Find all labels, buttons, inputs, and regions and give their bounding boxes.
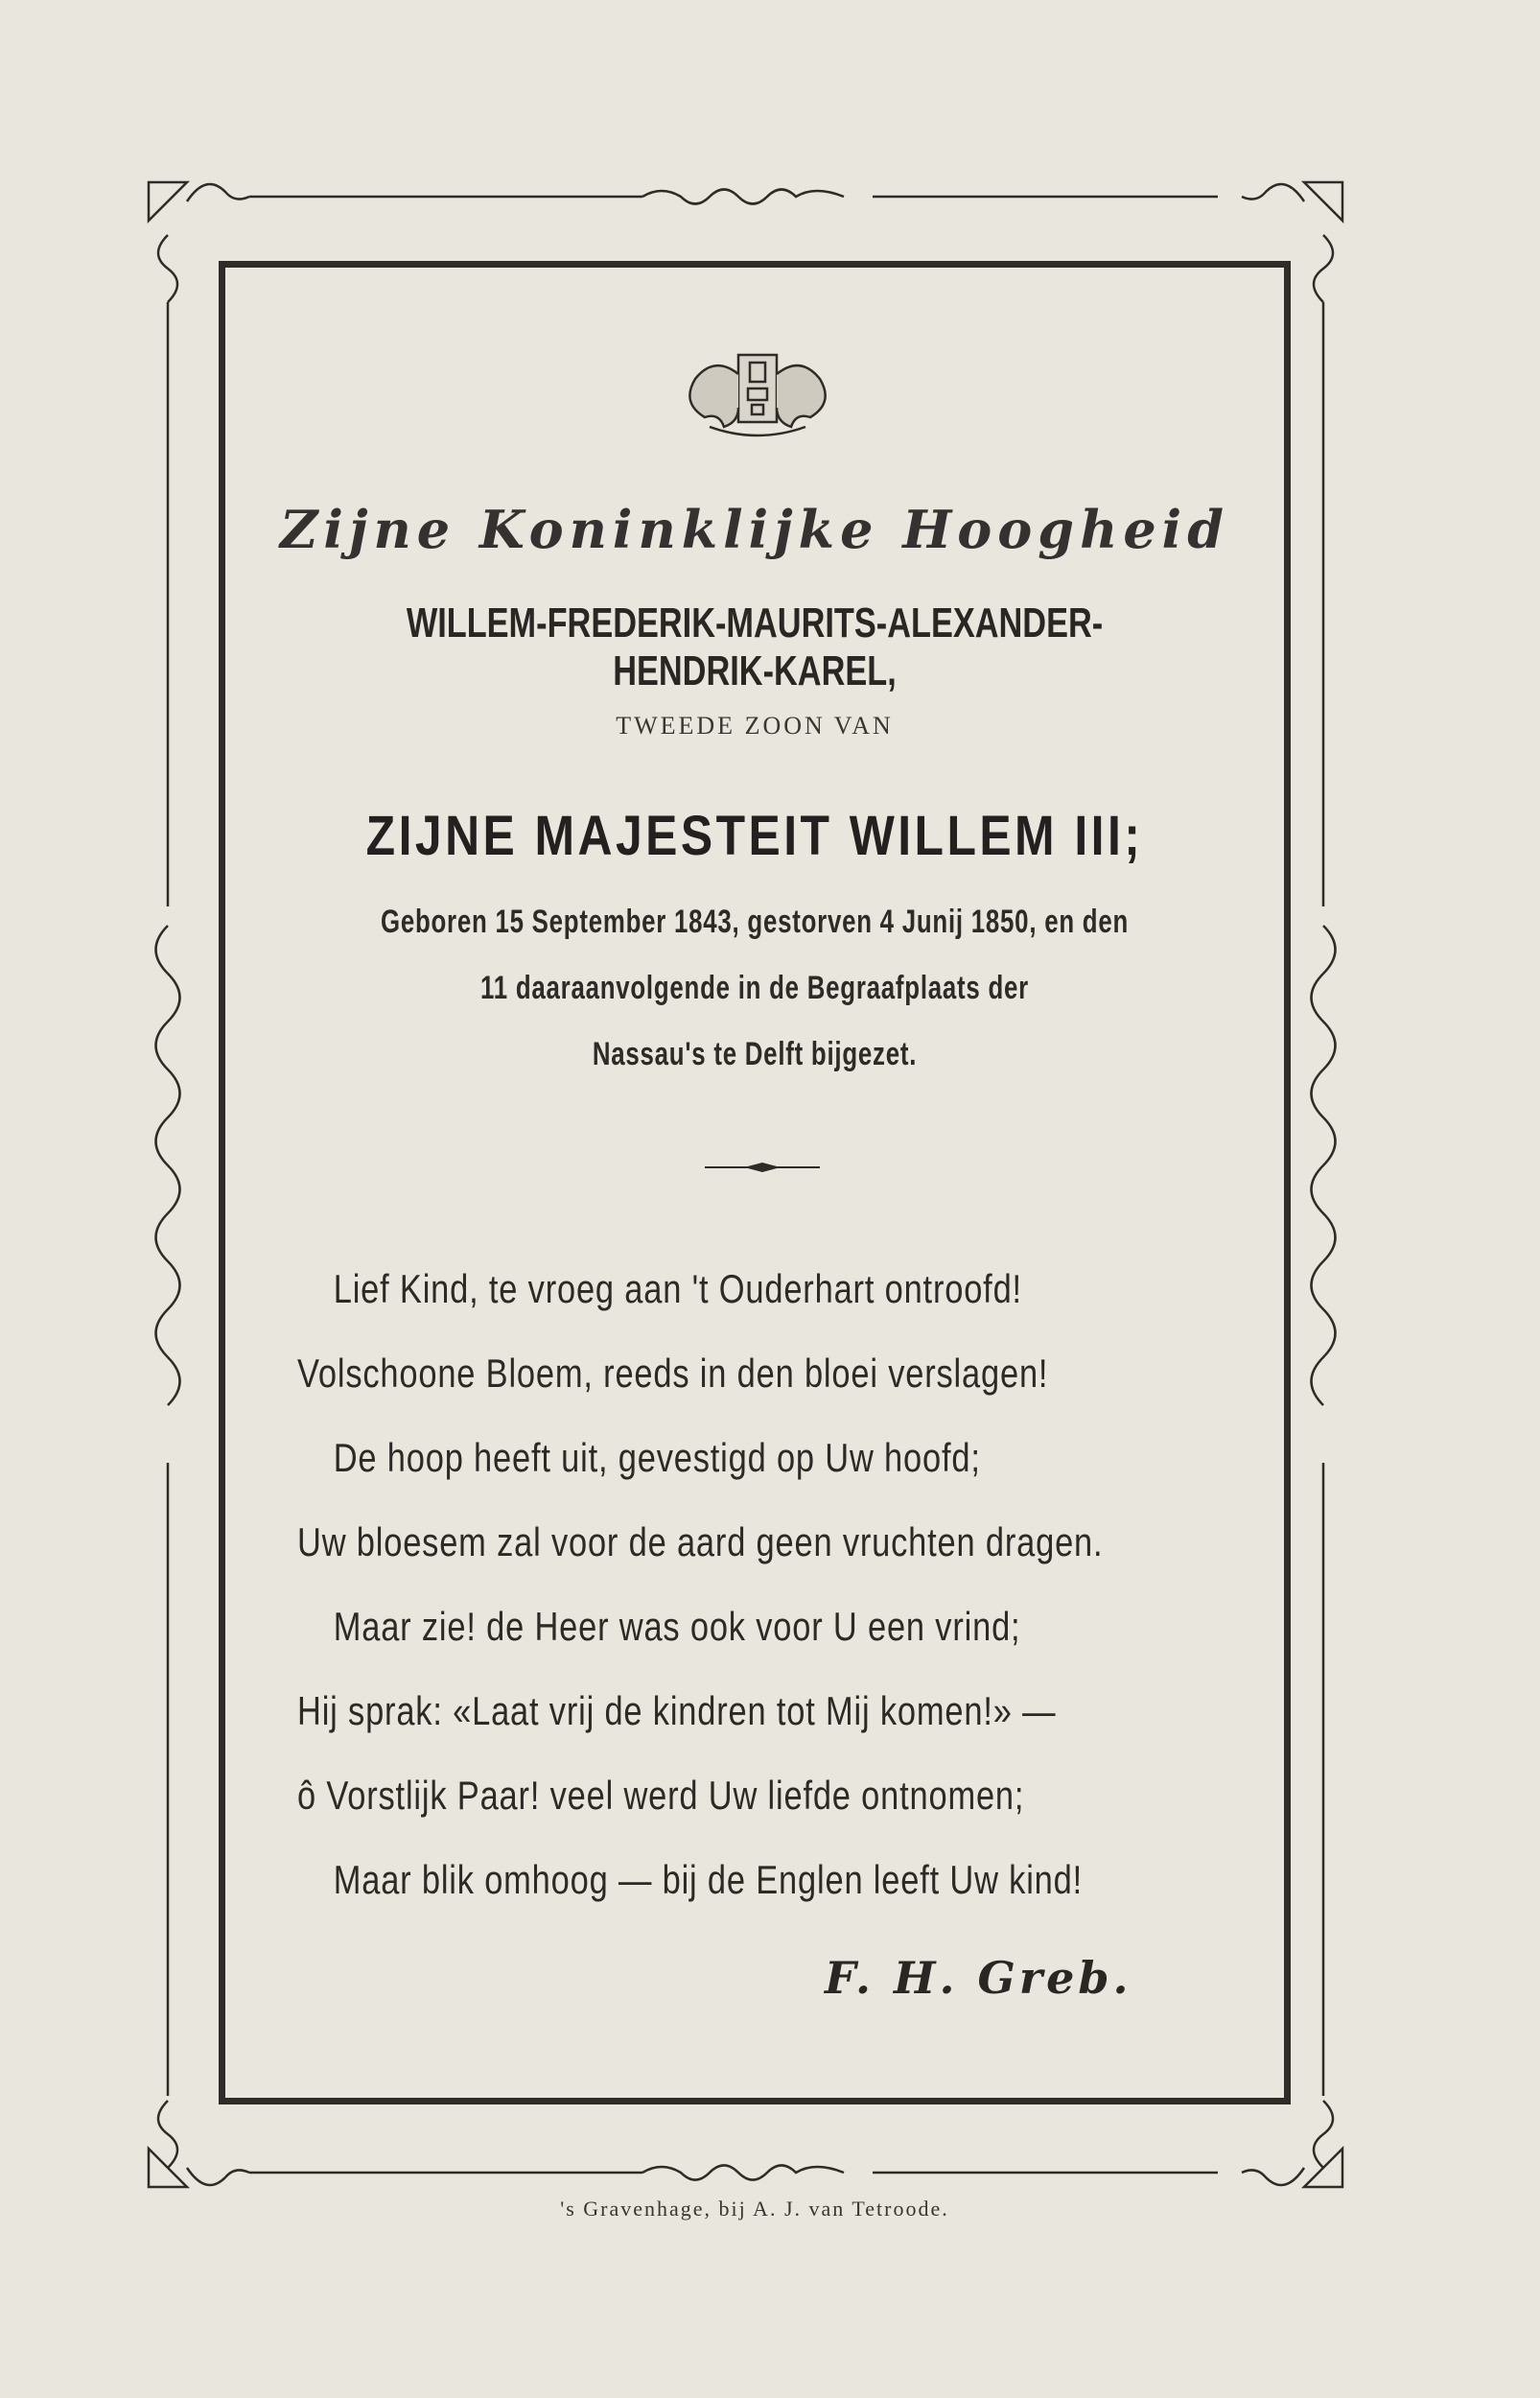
poem-line: Hij sprak: «Laat vrij de kindren tot Mij komen!» — <box>297 1688 1057 1733</box>
poem-line: Uw bloesem zal voor de aard geen vruchten dragen. <box>297 1519 1104 1564</box>
memorial-poem <box>297 1247 1237 1922</box>
poem-line: De hoop heeft uit, gevestigd op Uw hoofd; <box>333 1435 981 1480</box>
poem-line: Maar blik omhoog — bij de Englen leeft Uw kind! <box>333 1857 1084 1902</box>
biography-line-3: Nassau's te Delft bijgezet. <box>592 1036 918 1072</box>
biography-line-2: 11 daaraanvolgende in de Begraafplaats der <box>480 970 1029 1006</box>
poem-line: Lief Kind, te vroeg aan 't Ouderhart ontroofd! <box>333 1266 1022 1311</box>
relation-line: TWEEDE ZOON VAN <box>616 712 894 740</box>
ornamental-divider <box>705 1161 820 1172</box>
royal-crest-icon <box>671 345 844 441</box>
prince-full-name: WILLEM-FREDERIK-MAURITS-ALEXANDER-HENDRIK-KAREL, <box>406 600 1104 694</box>
honorific-title: Zijne Koninklijke Hoogheid <box>280 499 1229 560</box>
poem-line: ô Vorstlijk Paar! veel werd Uw liefde ontnomen; <box>297 1773 1025 1818</box>
printer-imprint: 's Gravenhage, bij A. J. van Tetroode. <box>560 2197 949 2221</box>
poem-line: Volschoone Bloem, reeds in den bloei verslagen! <box>297 1351 1049 1396</box>
biography-line-1: Geboren 15 September 1843, gestorven 4 Junij 1850, en den <box>380 904 1130 940</box>
father-title: ZIJNE MAJESTEIT WILLEM III; <box>365 805 1144 867</box>
poem-line: Maar zie! de Heer was ook voor U een vrind; <box>333 1604 1021 1649</box>
author-signature: F. H. Greb. <box>825 1952 1132 2004</box>
